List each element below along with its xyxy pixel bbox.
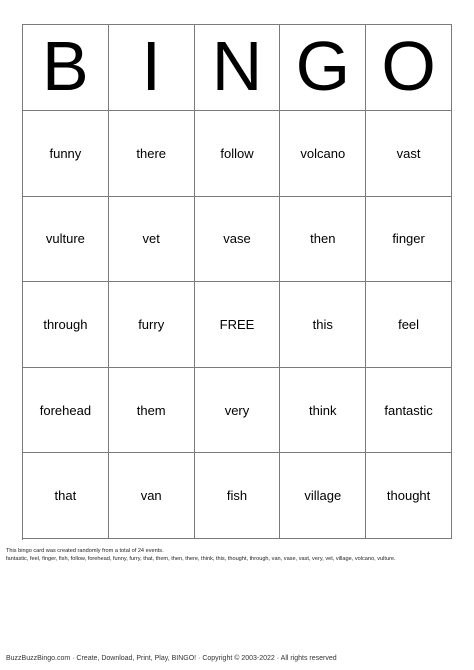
bingo-cell: then bbox=[280, 197, 366, 283]
bingo-cell: thought bbox=[366, 453, 452, 539]
bingo-cell: vet bbox=[109, 197, 195, 283]
header-letter-b: B bbox=[23, 25, 109, 111]
bingo-cell: this bbox=[280, 282, 366, 368]
bingo-cell: very bbox=[195, 368, 281, 454]
bingo-row-2 bbox=[23, 197, 452, 283]
bingo-row-1 bbox=[23, 111, 452, 197]
bingo-header-row bbox=[23, 25, 452, 111]
bingo-card bbox=[22, 24, 452, 540]
bingo-cell: furry bbox=[109, 282, 195, 368]
bingo-cell: through bbox=[23, 282, 109, 368]
card-info bbox=[6, 547, 468, 563]
bingo-cell: village bbox=[280, 453, 366, 539]
bingo-cell: think bbox=[280, 368, 366, 454]
free-space-cell: FREE bbox=[195, 282, 281, 368]
bingo-cell: van bbox=[109, 453, 195, 539]
bingo-cell: there bbox=[109, 111, 195, 197]
footer-text: BuzzBuzzBingo.com · Create, Download, Print, Play, BINGO! · Copyright © 2003-2022 · All rights reserved bbox=[6, 655, 337, 662]
header-letter-i: I bbox=[109, 25, 195, 111]
bingo-cell: forehead bbox=[23, 368, 109, 454]
bingo-cell: vast bbox=[366, 111, 452, 197]
bingo-cell: them bbox=[109, 368, 195, 454]
bingo-row-4 bbox=[23, 368, 452, 454]
bingo-cell: funny bbox=[23, 111, 109, 197]
card-info-summary: This bingo card was created randomly from a total of 24 events. bbox=[6, 548, 164, 554]
bingo-row-3 bbox=[23, 282, 452, 368]
header-letter-o: O bbox=[366, 25, 452, 111]
bingo-cell: vulture bbox=[23, 197, 109, 283]
header-letter-n: N bbox=[195, 25, 281, 111]
bingo-cell: follow bbox=[195, 111, 281, 197]
bingo-cell: volcano bbox=[280, 111, 366, 197]
bingo-cell: vase bbox=[195, 197, 281, 283]
bingo-cell: that bbox=[23, 453, 109, 539]
bingo-cell: feel bbox=[366, 282, 452, 368]
bingo-cell: fantastic bbox=[366, 368, 452, 454]
bingo-cell: finger bbox=[366, 197, 452, 283]
card-info-word-list: fantastic, feel, finger, fish, follow, forehead, funny, furry, that, them, then, there, think, this, thought, through, van, vase, vast, very, vet, village, volcano, vulture. bbox=[6, 556, 396, 562]
footer bbox=[6, 654, 468, 663]
header-letter-g: G bbox=[280, 25, 366, 111]
bingo-row-5 bbox=[23, 453, 452, 539]
bingo-cell: fish bbox=[195, 453, 281, 539]
